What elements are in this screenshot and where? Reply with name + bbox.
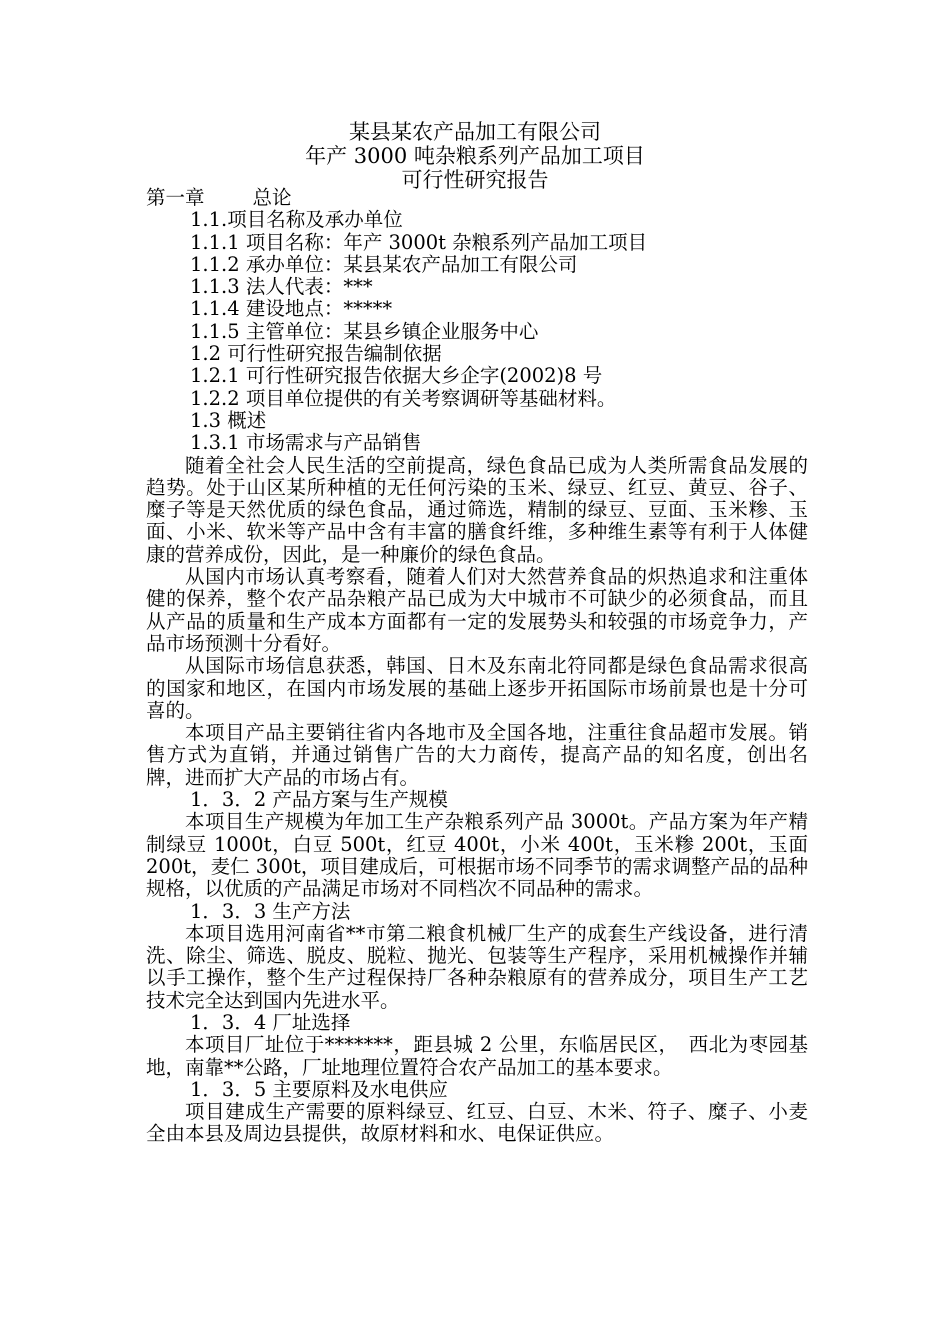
item-1-1-3: 1.1.3 法人代表：***: [190, 275, 373, 299]
paragraph-market-1: 随着全社会人民生活的空前提高，绿色食品已成为人类所需食品发展的趋势。处于山区某所种植的无任何污染的玉米、绿豆、红豆、黄豆、谷子、糜子等是天然优质的绿色食品，通过筛选，精制的绿豆、豆面、玉米糁、玉面、小米、软米等产品中含有丰富的膳食纤维，多种维生素等有利于人体健康的营养成份，因此，是一种廉价的绿色食品。: [146, 453, 808, 566]
section-heading-1-2: 1.2 可行性研究报告编制依据: [190, 342, 442, 366]
item-1-3-3: 1．3．3 生产方法: [190, 899, 351, 923]
item-1-1-4: 1.1.4 建设地点：*****: [190, 297, 393, 321]
item-1-1-5: 1.1.5 主管单位：某县乡镇企业服务中心: [190, 319, 539, 343]
paragraph-scale: 本项目生产规模为年加工生产杂粮系列产品 3000t。产品方案为年产精制绿豆 1000t，白豆 500t，红豆 400t，小米 400t，玉米糁 200t，玉面 200t，麦仁 300t，项目建成后，可根据市场不同季节的需求调整产品的品种规格，以优质的产品满足市场对不同档次不同品种的需求。: [146, 810, 808, 901]
paragraph-material: 项目建成生产需要的原料绿豆、红豆、白豆、木米、符子、糜子、小麦全由本县及周边县提供，故原材料和水、电保证供应。: [146, 1100, 808, 1146]
document-body: [146, 187, 808, 1146]
item-1-1-1: 1.1.1 项目名称：年产 3000t 杂粮系列产品加工项目: [190, 230, 648, 254]
paragraph-market-4: 本项目产品主要销往省内各地市及全国各地，注重往食品超市发展。销售方式为直销，并通过销售广告的大力商传，提高产品的知名度，创出名牌，进而扩大产品的市场占有。: [146, 721, 808, 789]
section-heading-1-3: 1.3 概述: [190, 408, 267, 432]
chapter-title: 总论: [252, 186, 292, 209]
item-1-3-4: 1．3．4 厂址选择: [190, 1010, 351, 1034]
paragraph-method: 本项目选用河南省**市第二粮食机械厂生产的成套生产线设备，进行清洗、除尘、筛选、脱皮、脱粒、抛光、包装等生产程序，采用机械操作并辅以手工操作，整个生产过程保持厂各种杂粮原有的营养成分，项目生产工艺技术完全达到国内先进水平。: [146, 921, 808, 1012]
item-1-3-1: 1.3.1 市场需求与产品销售: [190, 431, 422, 455]
paragraph-site: 本项目厂址位于*******，距县城 2 公里，东临居民区， 西北为枣园基地，南靠**公路，厂址地理位置符合农产品加工的基本要求。: [146, 1033, 808, 1079]
chapter-heading: [146, 187, 808, 209]
document-title-block: [0, 120, 950, 192]
project-title: 年产 3000 吨杂粮系列产品加工项目: [305, 144, 645, 168]
company-title: 某县某农产品加工有限公司: [349, 120, 601, 144]
report-title: 可行性研究报告: [401, 168, 549, 192]
item-1-2-2: 1.2.2 项目单位提供的有关考察调研等基础材料。: [190, 386, 617, 410]
paragraph-market-3: 从国际市场信息获悉，韩国、日木及东南北符同都是绿色食品需求很高的国家和地区，在国内市场发展的基础上逐步开拓国际市场前景也是十分可喜的。: [146, 654, 808, 722]
item-1-3-5: 1．3．5 主要原料及水电供应: [190, 1077, 448, 1101]
item-1-3-2: 1．3．2 产品方案与生产规模: [190, 788, 448, 812]
section-heading-1-1: 1.1.项目名称及承办单位: [190, 208, 403, 232]
item-1-2-1: 1.2.1 可行性研究报告依据大乡企字(2002)8 号: [190, 364, 603, 388]
item-1-1-2: 1.1.2 承办单位：某县某农产品加工有限公司: [190, 252, 578, 276]
chapter-number: 第一章: [146, 186, 205, 209]
paragraph-market-2: 从国内市场认真考察看，随着人们对大然营养食品的炽热追求和注重体健的保养，整个农产品杂粮产品已成为大中城市不可缺少的必须食品，而且从产品的质量和生产成本方面都有一定的发展势头和较强的市场竞争力，产品市场预测十分看好。: [146, 565, 808, 655]
